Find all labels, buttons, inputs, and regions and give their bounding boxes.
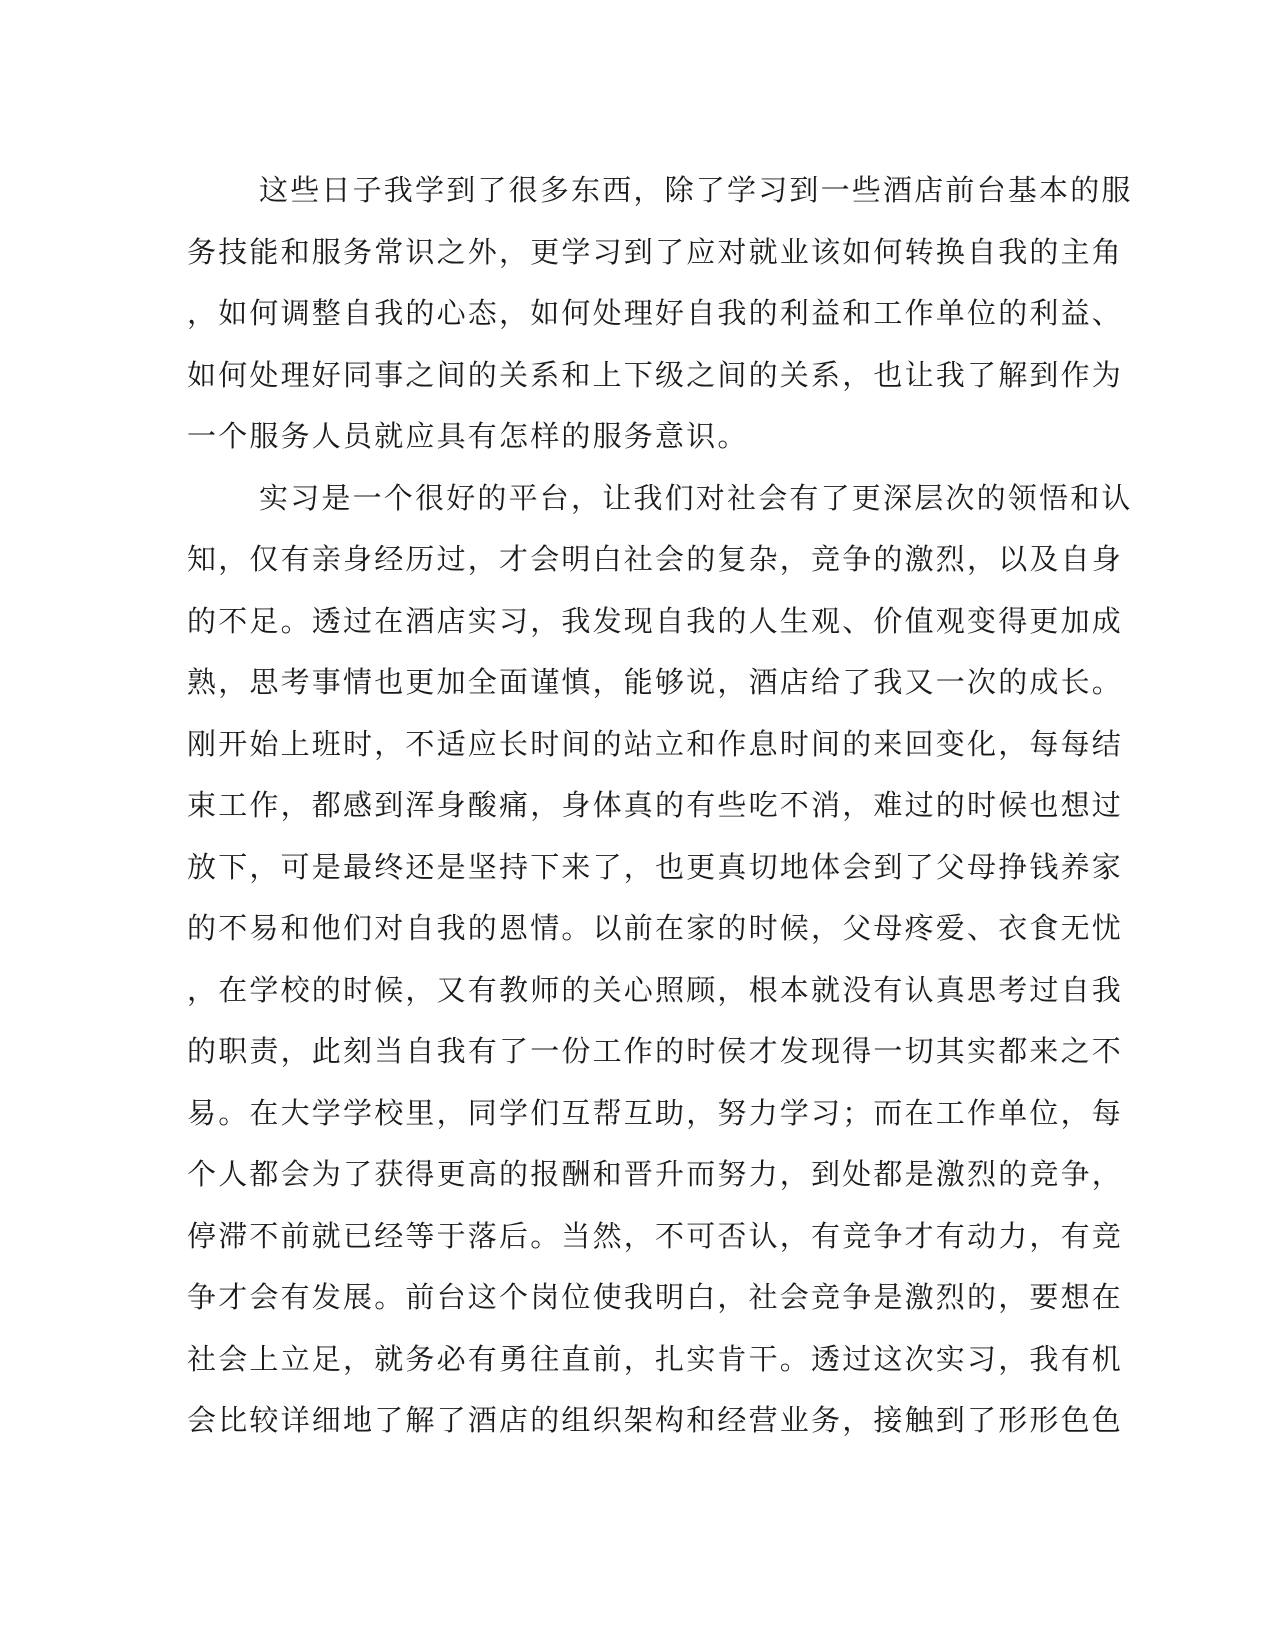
text-line: 熟，思考事情也更加全面谨慎，能够说，酒店给了我又一次的成长。 (187, 665, 1124, 699)
text-line: 的不足。透过在酒店实习，我发现自我的人生观、价值观变得更加成 (187, 603, 1124, 638)
text-line: ，在学校的时候，又有教师的关心照顾，根本就没有认真思考过自我 (187, 972, 1124, 1007)
text-line: 争才会有发展。前台这个岗位使我明白，社会竞争是激烈的，要想在 (187, 1280, 1124, 1314)
body-text (187, 160, 1133, 1452)
text-line: ，如何调整自我的心态，如何处理好自我的利益和工作单位的利益、 (187, 296, 1124, 330)
text-line: 的职责，此刻当自我有了一份工作的时侯才发现得一切其实都来之不 (187, 1034, 1124, 1068)
text-line: 的不易和他们对自我的恩情。以前在家的时候，父母疼爱、衣食无忧 (187, 911, 1124, 945)
text-line: 实习是一个很好的平台，让我们对社会有了更深层次的领悟和认 (259, 480, 1133, 515)
text-line: 这些日子我学到了很多东西，除了学习到一些酒店前台基本的服 (259, 173, 1133, 207)
text-line: 社会上立足，就务必有勇往直前，扎实肯干。透过这次实习，我有机 (187, 1341, 1124, 1376)
text-line: 刚开始上班时，不适应长时间的站立和作息时间的来回变化，每每结 (187, 726, 1124, 761)
text-line: 易。在大学学校里，同学们互帮互助，努力学习；而在工作单位，每 (187, 1095, 1124, 1130)
text-line: 知，仅有亲身经历过，才会明白社会的复杂，竞争的激烈，以及自身 (187, 542, 1124, 576)
text-line: 一个服务人员就应具有怎样的服务意识。 (187, 419, 749, 453)
paragraph-2 (187, 468, 1133, 1452)
paragraph-1 (187, 160, 1133, 468)
text-line: 务技能和服务常识之外，更学习到了应对就业该如何转换自我的主角 (187, 234, 1124, 269)
text-line: 束工作，都感到浑身酸痛，身体真的有些吃不消，难过的时候也想过 (187, 788, 1124, 822)
text-line: 会比较详细地了解了酒店的组织架构和经营业务，接触到了形形色色 (187, 1403, 1124, 1437)
text-line: 放下，可是最终还是坚持下来了，也更真切地体会到了父母挣钱养家 (187, 849, 1124, 884)
text-line: 个人都会为了获得更高的报酬和晋升而努力，到处都是激烈的竞争， (187, 1157, 1124, 1191)
text-line: 停滞不前就已经等于落后。当然，不可否认，有竞争才有动力，有竞 (187, 1218, 1124, 1253)
text-line: 如何处理好同事之间的关系和上下级之间的关系，也让我了解到作为 (187, 357, 1124, 392)
